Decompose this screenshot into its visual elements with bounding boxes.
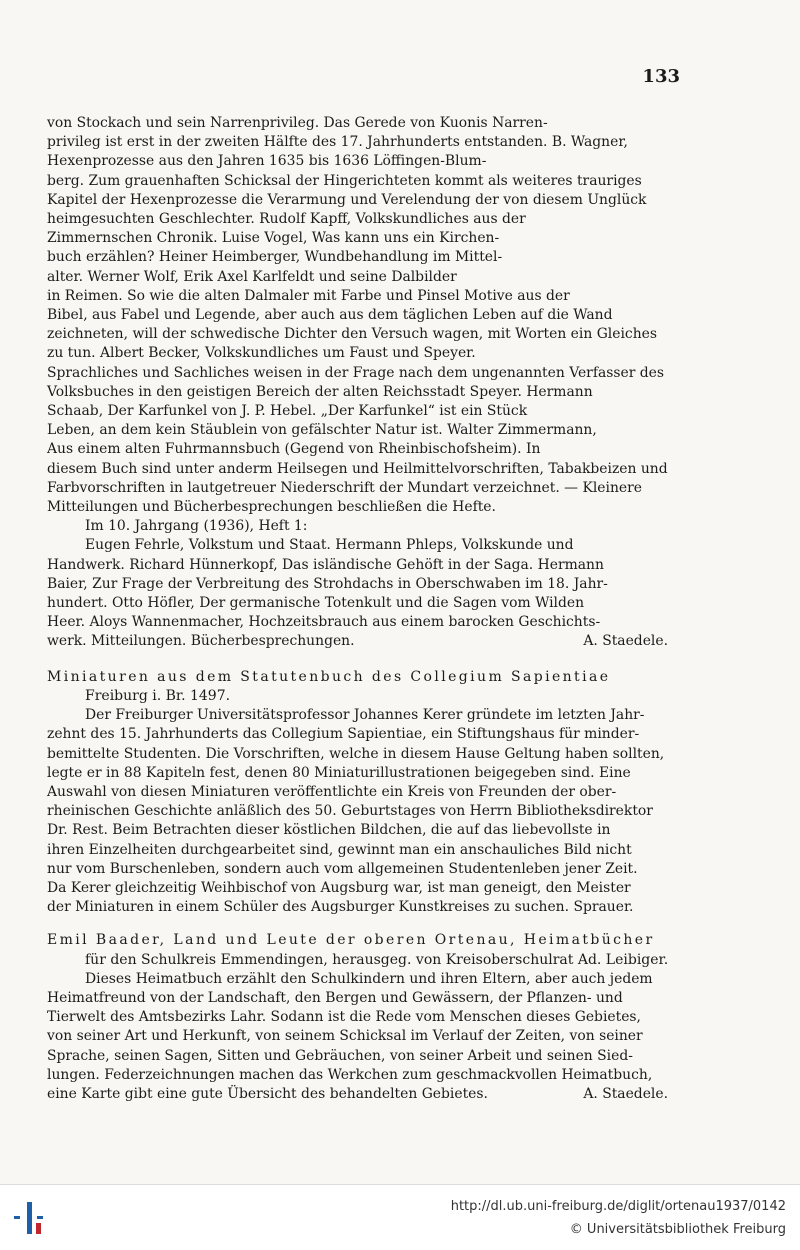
text-line: Heer. Aloys Wannenmacher, Hochzeitsbrauch aus einem barocken Geschichts- bbox=[47, 614, 601, 631]
text-line: buch erzählen? Heiner Heimberger, Wundbehandlung im Mittel- bbox=[47, 249, 503, 266]
text-line: Aus einem alten Fuhrmannsbuch (Gegend von Rheinbischofsheim). In bbox=[47, 441, 541, 458]
section-title: Emil Baader, Land und Leute der oberen Ortenau, Heimatbücher bbox=[47, 932, 655, 949]
text-line: privileg ist erst in der zweiten Hälfte des 17. Jahrhunderts entstanden. B. Wagner, bbox=[47, 134, 628, 151]
text-line: hundert. Otto Höfler, Der germanische Totenkult und die Sagen vom Wilden bbox=[47, 595, 585, 612]
logo-bar-right bbox=[37, 1216, 43, 1219]
text-line: diesem Buch sind unter anderm Heilsegen und Heilmittelvorschriften, Tabakbeizen und bbox=[47, 460, 668, 477]
footer-url[interactable]: http://dl.ub.uni-freiburg.de/diglit/ortenau1937/0142 bbox=[450, 1199, 786, 1214]
footer-copyright: © Universitätsbibliothek Freiburg bbox=[569, 1222, 786, 1237]
text-line-content: eine Karte gibt eine gute Übersicht des behandelten Gebietes. bbox=[47, 1085, 488, 1102]
text-line: Tierwelt des Amtsbezirks Lahr. Sodann ist die Rede vom Menschen dieses Gebietes, bbox=[47, 1009, 641, 1026]
text-line-content: werk. Mitteilungen. Bücherbesprechungen. bbox=[47, 633, 355, 650]
section-title-line2: für den Schulkreis Emmendingen, herausgeg. von Kreisoberschulrat Ad. Leibiger. bbox=[85, 951, 669, 968]
section-title-line2: Freiburg i. Br. 1497. bbox=[85, 687, 231, 704]
signature: A. Staedele. bbox=[583, 633, 668, 650]
text-line: Baier, Zur Frage der Verbreitung des Strohdachs in Oberschwaben im 18. Jahr- bbox=[47, 575, 608, 592]
text-line: in Reimen. So wie die alten Dalmaler mit Farbe und Pinsel Motive aus der bbox=[47, 287, 570, 304]
text-line: Schaab, Der Karfunkel von J. P. Hebel. „Der Karfunkel“ ist ein Stück bbox=[47, 403, 528, 420]
section-gap bbox=[47, 652, 682, 668]
text-line: Farbvorschriften in lautgetreuer Niederschrift der Mundart verzeichnet. — Kleinere bbox=[47, 479, 642, 496]
text-line: Hexenprozesse aus den Jahren 1635 bis 1636 Löffingen-Blum- bbox=[47, 153, 487, 170]
text-line: Da Kerer gleichzeitig Weihbischof von Augsburg war, ist man geneigt, den Meister bbox=[47, 879, 631, 896]
text-line: alter. Werner Wolf, Erik Axel Karlfeldt und seine Dalbilder bbox=[47, 268, 457, 285]
text-line: Sprachliches und Sachliches weisen in der Frage nach dem ungenannten Verfasser des bbox=[47, 364, 665, 381]
text-line: Sprache, seinen Sagen, Sitten und Gebräuchen, von seiner Arbeit und seinen Sied- bbox=[47, 1047, 633, 1064]
logo-bar-left bbox=[14, 1216, 20, 1219]
text-line: Kapitel der Hexenprozesse die Verarmung und Verelendung der von diesem Unglück bbox=[47, 191, 647, 208]
text-line: Leben, an dem kein Stäublein von gefälschter Natur ist. Walter Zimmermann, bbox=[47, 422, 597, 439]
text-line: Zimmernschen Chronik. Luise Vogel, Was kann uns ein Kirchen- bbox=[47, 230, 500, 247]
page-text bbox=[47, 114, 682, 1104]
subheading: Im 10. Jahrgang (1936), Heft 1: bbox=[85, 518, 308, 535]
text-line: nur vom Burschenleben, sondern auch vom allgemeinen Studentenleben jener Zeit. bbox=[47, 860, 638, 877]
section-gap bbox=[47, 917, 682, 931]
text-line: ihren Einzelheiten durchgearbeitet sind, gewinnt man ein anschauliches Bild nicht bbox=[47, 841, 632, 858]
text-line: Der Freiburger Universitätsprofessor Johannes Kerer gründete im letzten Jahr- bbox=[85, 707, 645, 724]
text-line: legte er in 88 Kapiteln fest, denen 80 Miniaturillustrationen beigegeben sind. Eine bbox=[47, 764, 631, 781]
footer-bar bbox=[0, 1184, 800, 1250]
text-line: von seiner Art und Herkunft, von seinem Schicksal im Verlauf der Zeiten, von seiner bbox=[47, 1028, 643, 1045]
text-line: berg. Zum grauenhaften Schicksal der Hingerichteten kommt als weiteres trauriges bbox=[47, 172, 642, 189]
text-line: Auswahl von diesen Miniaturen veröffentlichte ein Kreis von Freunden der ober- bbox=[47, 783, 617, 800]
text-line: zeichneten, will der schwedische Dichter den Versuch wagen, mit Worten ein Gleiches bbox=[47, 326, 657, 343]
text-line: rheinischen Geschichte anläßlich des 50. Geburtstages von Herrn Bibliotheksdirektor bbox=[47, 803, 653, 820]
text-line: heimgesuchten Geschlechter. Rudolf Kapff, Volkskundliches aus der bbox=[47, 211, 526, 228]
text-line: Heimatfreund von der Landschaft, den Bergen und Gewässern, der Pflanzen- und bbox=[47, 989, 623, 1006]
review-heimatbuch bbox=[47, 931, 682, 1104]
review-continuation bbox=[47, 114, 682, 652]
text-line: Handwerk. Richard Hünnerkopf, Das isländische Gehöft in der Saga. Hermann bbox=[47, 556, 604, 573]
signature: A. Staedele. bbox=[583, 1085, 668, 1102]
library-logo-icon bbox=[12, 1198, 52, 1238]
text-line: von Stockach und sein Narrenprivileg. Das Gerede von Kuonis Narren- bbox=[47, 115, 548, 131]
text-line: Bibel, aus Fabel und Legende, aber auch aus dem täglichen Leben auf die Wand bbox=[47, 307, 613, 324]
text-line: bemittelte Studenten. Die Vorschriften, welche in diesem Hause Geltung haben sollten, bbox=[47, 745, 665, 762]
text-line: Dieses Heimatbuch erzählt den Schulkindern und ihren Eltern, aber auch jedem bbox=[85, 970, 653, 987]
text-line: lungen. Federzeichnungen machen das Werkchen zum geschmackvollen Heimatbuch, bbox=[47, 1066, 653, 1083]
review-miniaturen bbox=[47, 668, 682, 918]
logo-bar-center bbox=[27, 1202, 32, 1234]
text-line: Eugen Fehrle, Volkstum und Staat. Hermann Phleps, Volkskunde und bbox=[85, 537, 574, 554]
text-line: der Miniaturen in einem Schüler des Augsburger Kunstkreises zu suchen. Sprauer. bbox=[47, 899, 634, 916]
page-number: 133 bbox=[642, 66, 680, 87]
section-title: Miniaturen aus dem Statutenbuch des Collegium Sapientiae bbox=[47, 668, 611, 685]
text-line bbox=[47, 1085, 682, 1104]
text-line: Mitteilungen und Bücherbesprechungen beschließen die Hefte. bbox=[47, 499, 496, 516]
text-line: zu tun. Albert Becker, Volkskundliches um Faust und Speyer. bbox=[47, 345, 476, 362]
text-line: Volksbuches in den geistigen Bereich der alten Reichsstadt Speyer. Hermann bbox=[47, 383, 593, 400]
text-line: Dr. Rest. Beim Betrachten dieser köstlichen Bildchen, die auf das liebevollste in bbox=[47, 822, 611, 839]
text-line bbox=[47, 632, 682, 651]
text-line: zehnt des 15. Jahrhunderts das Collegium Sapientiae, ein Stiftungshaus für minder- bbox=[47, 726, 640, 743]
logo-bar-red bbox=[36, 1223, 41, 1234]
